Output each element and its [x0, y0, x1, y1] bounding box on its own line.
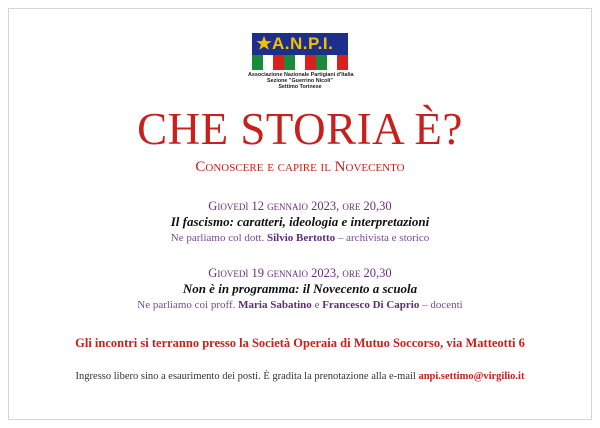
event-2-speakers-joiner: e [314, 299, 320, 311]
booking-note-text: Ingresso libero sino a esaurimento dei posti. È gradita la prenotazione alla e-mail [75, 371, 416, 382]
event-1-topic: Il fascismo: caratteri, ideologia e interpretazioni [170, 214, 430, 229]
event-2-speakers-prefix: Ne parliamo coi proff. [137, 299, 236, 311]
flag-stripe-white [327, 55, 338, 70]
logo-association: Associazione Nazionale Partigiani d'Italia [248, 72, 354, 78]
event-2-speakers-suffix: – docenti [422, 299, 463, 311]
event-2-date: Giovedì 19 gennaio 2023, ore 20,30 [208, 266, 392, 280]
event-1-date: Giovedì 12 gennaio 2023, ore 20,30 [208, 199, 392, 213]
anpi-logo [248, 33, 354, 103]
flag-stripe-green [316, 55, 327, 70]
event-2-speaker-1: Maria Sabatino [238, 299, 312, 311]
event-1-speakers [0, 231, 600, 245]
contact-email-link[interactable]: anpi.settimo@virgilio.it [418, 371, 525, 382]
flag-stripe-white [263, 55, 274, 70]
event-2-speaker-2: Francesco Di Caprio [322, 299, 420, 311]
poster-title: CHE STORIA È? [137, 104, 463, 154]
venue-line: Gli incontri si terranno presso la Società Operaia di Mutuo Soccorso, via Matteotti 6 [75, 336, 525, 350]
event-2-topic: Non è in programma: il Novecento a scuola [182, 281, 418, 296]
flag-stripe-red [337, 55, 348, 70]
event-1-speakers-suffix: – archivista e storico [337, 232, 430, 244]
event-1-speakers-prefix: Ne parliamo col dott. [170, 232, 265, 244]
booking-note [0, 370, 600, 384]
flag-stripe-red [273, 55, 284, 70]
event-2-speakers [0, 298, 600, 312]
flag-stripe-green [252, 55, 263, 70]
event-1-speaker-name: Silvio Bertotto [267, 232, 336, 244]
flag-stripe-red [305, 55, 316, 70]
logo-city: Settimo Torinese [278, 84, 322, 90]
logo-flag [252, 55, 348, 70]
logo-section: Sezione "Guerrino Nicoli" [267, 78, 333, 84]
star-icon [256, 34, 272, 52]
poster-subtitle: Conoscere e capire il Novecento [195, 159, 405, 175]
flag-stripe-white [295, 55, 306, 70]
flag-stripe-green [284, 55, 295, 70]
logo-name: A.N.P.I. [272, 34, 334, 53]
